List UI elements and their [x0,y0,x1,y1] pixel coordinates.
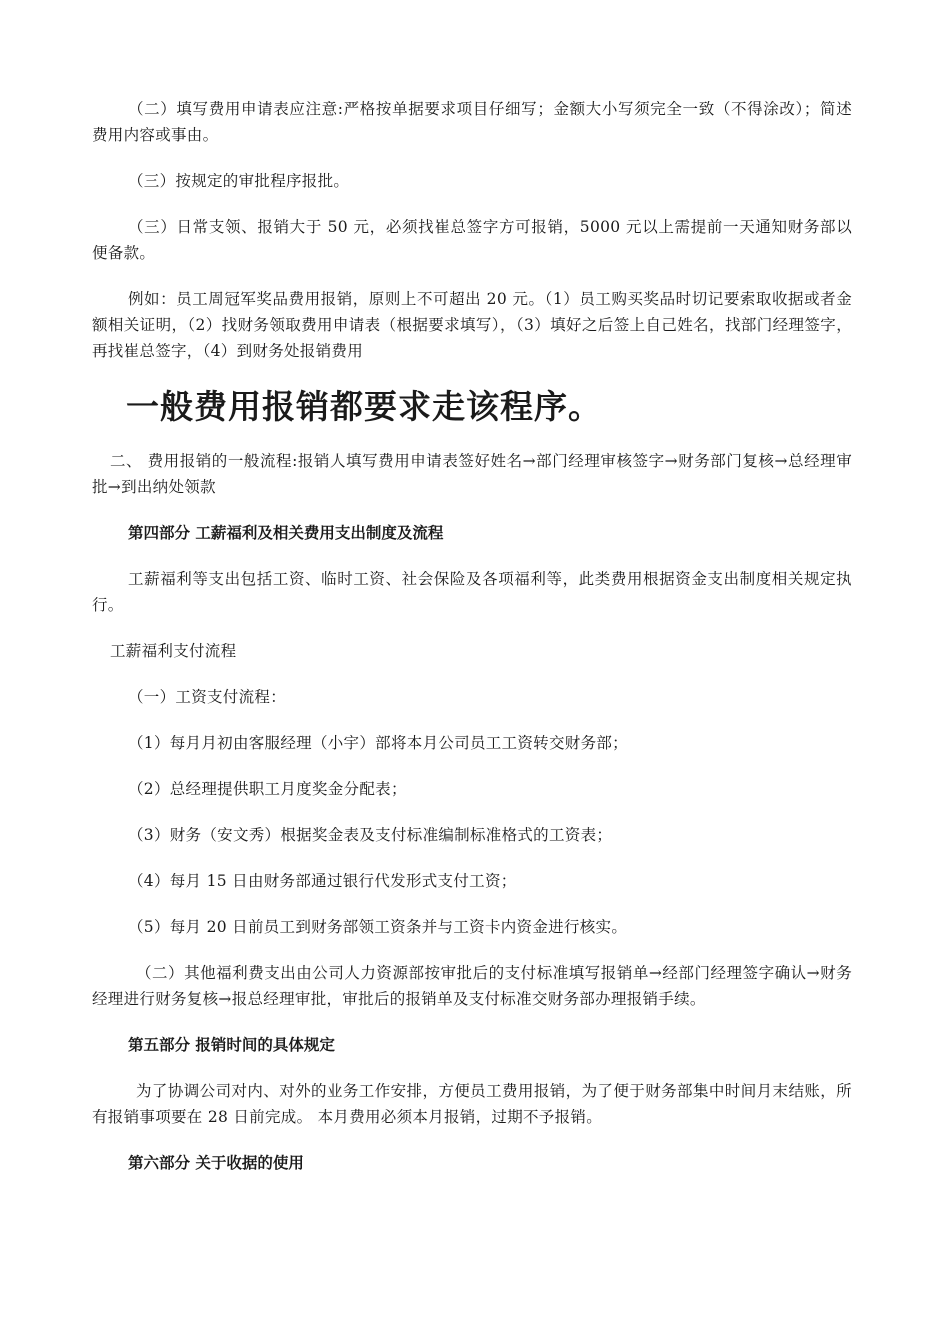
paragraph-general-flow: 二、 费用报销的一般流程:报销人填写费用申请表签好姓名→部门经理审核签字→财务部门复核→总经理审批→到出纳处领款 [92,452,852,496]
list-item-step5: （5）每月 20 日前员工到财务部领工资条并与工资卡内资金进行核实。 [128,918,628,936]
big-heading: 一般费用报销都要求走该程序。 [126,387,602,426]
paragraph-example: 例如：员工周冠军奖品费用报销，原则上不可超出 20 元。（1）员工购买奖品时切记要索取收据或者金额相关证明，（2）找财务领取费用申请表（根据要求填写），（3）填好之后签上自己姓名，找部门经理签字，再找崔总签字，（4）到财务处报销费用 [92,290,852,360]
document-page [92,96,852,1196]
list-item-step4: （4）每月 15 日由财务部通过银行代发形式支付工资； [128,872,517,890]
list-item-step3: （3）财务（安文秀）根据奖金表及支付标准编制标准格式的工资表； [128,826,613,844]
paragraph-form-notes: （二）填写费用申请表应注意:严格按单据要求项目仔细写；金额大小写须完全一致（不得涂改）；简述费用内容或事由。 [92,100,852,144]
section-heading-part5: 第五部分 报销时间的具体规定 [128,1036,335,1054]
list-item-step1: （1）每月月初由客服经理（小宇）部将本月公司员工工资转交财务部； [128,734,628,752]
paragraph-approval-procedure: （三）按规定的审批程序报批。 [128,172,350,190]
paragraph-time-rule: 为了协调公司对内、对外的业务工作安排，方便员工费用报销，为了便于财务部集中时间月末结账，所有报销事项要在 28 日前完成。 本月费用必须本月报销，过期不予报销。 [92,1082,852,1126]
paragraph-daily-expense-rule: （三）日常支领、报销大于 50 元，必须找崔总签字方可报销，5000 元以上需提前一天通知财务部以便备款。 [92,218,852,262]
paragraph-other-welfare: （二）其他福利费支出由公司人力资源部按审批后的支付标准填写报销单→经部门经理签字确认→财务经理进行财务复核→报总经理审批，审批后的报销单及支付标准交财务部办理报销手续。 [92,964,852,1008]
paragraph-salary-welfare: 工薪福利等支出包括工资、临时工资、社会保险及各项福利等，此类费用根据资金支出制度相关规定执行。 [92,570,852,614]
paragraph-salary-flow-title: 工薪福利支付流程 [110,642,237,660]
section-heading-part6: 第六部分 关于收据的使用 [128,1154,304,1172]
paragraph-salary-flow-sub: （一）工资支付流程： [128,688,287,706]
section-heading-part4: 第四部分 工薪福利及相关费用支出制度及流程 [128,524,444,542]
list-item-step2: （2）总经理提供职工月度奖金分配表； [128,780,407,798]
